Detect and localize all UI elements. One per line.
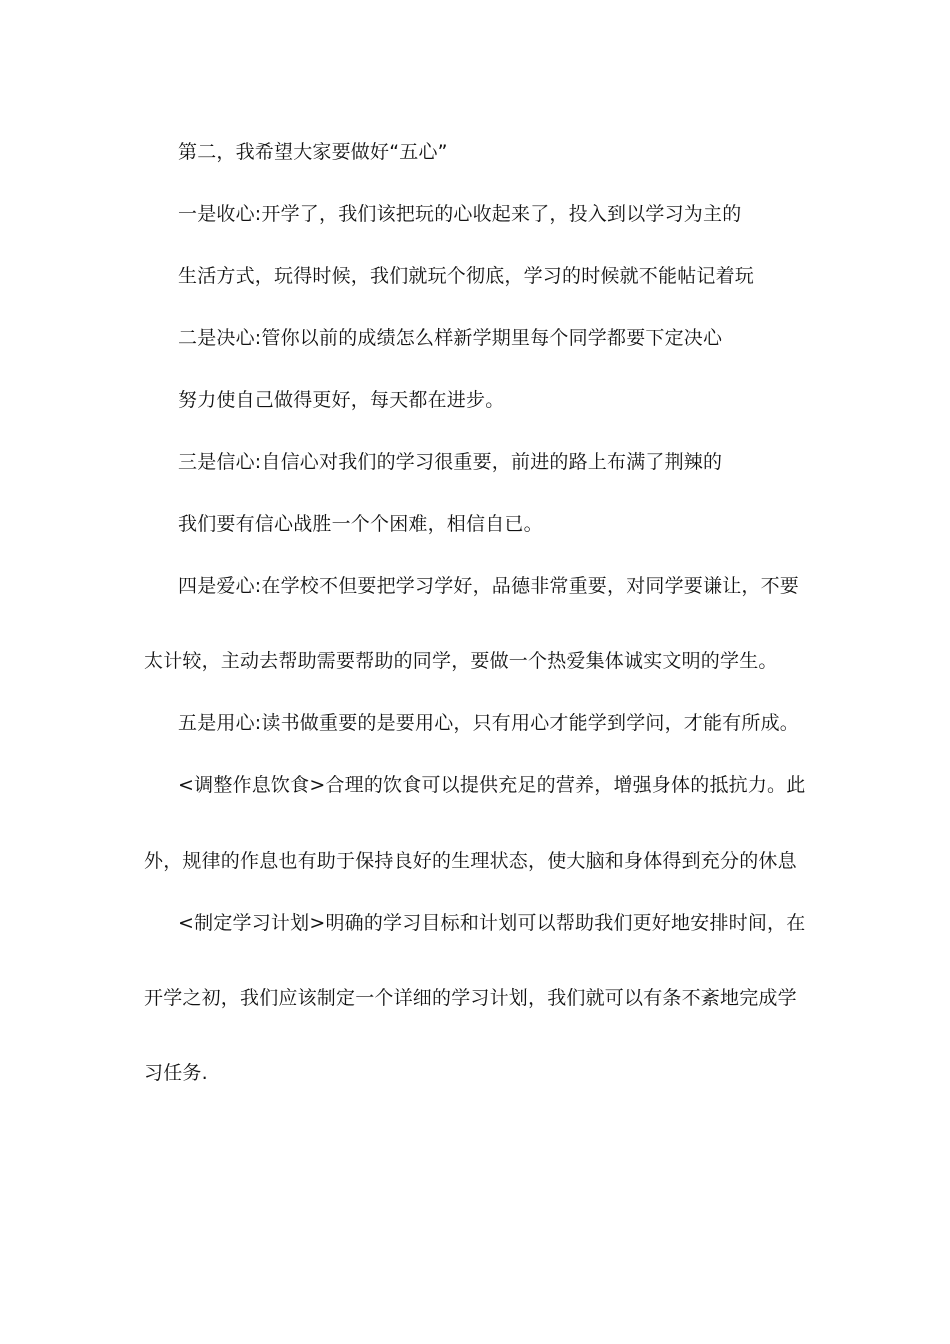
- paragraph-line: 五是用心:读书做重要的是要用心，只有用心才能学到学问，才能有所成。: [178, 712, 800, 734]
- paragraph-line: 一是收心:开学了，我们该把玩的心收起来了，投入到以学习为主的: [178, 203, 742, 225]
- paragraph-line: <制定学习计划>明确的学习目标和计划可以帮助我们更好地安排时间，在: [178, 912, 806, 934]
- paragraph-line: 努力使自己做得更好，每天都在进步。: [178, 389, 505, 411]
- paragraph-line: 我们要有信心战胜一个个困难，相信自已。: [178, 513, 543, 535]
- paragraph-line: 开学之初，我们应该制定一个详细的学习计划，我们就可以有条不紊地完成学: [144, 987, 797, 1009]
- paragraph-line: 生活方式，玩得时候，我们就玩个彻底，学习的时候就不能帖记着玩: [178, 265, 755, 287]
- paragraph-line: 习任务.: [144, 1062, 208, 1084]
- paragraph-line: 二是决心:管你以前的成绩怎么样新学期里每个同学都要下定决心: [178, 327, 723, 349]
- paragraph-line: 外，规律的作息也有助于保持良好的生理状态，使大脑和身体得到充分的休息: [144, 850, 797, 872]
- paragraph-line: 太计较，主动去帮助需要帮助的同学，要做一个热爱集体诚实文明的学生。: [144, 650, 778, 672]
- paragraph-line: 第二，我希望大家要做好“五心”: [178, 141, 448, 163]
- paragraph-line: 三是信心:自信心对我们的学习很重要，前进的路上布满了荆辣的: [178, 451, 723, 473]
- paragraph-line: <调整作息饮食>合理的饮食可以提供充足的营养，增强身体的抵抗力。此: [178, 774, 806, 796]
- paragraph-line: 四是爱心:在学校不但要把学习学好，品德非常重要，对同学要谦让，不要: [178, 575, 800, 597]
